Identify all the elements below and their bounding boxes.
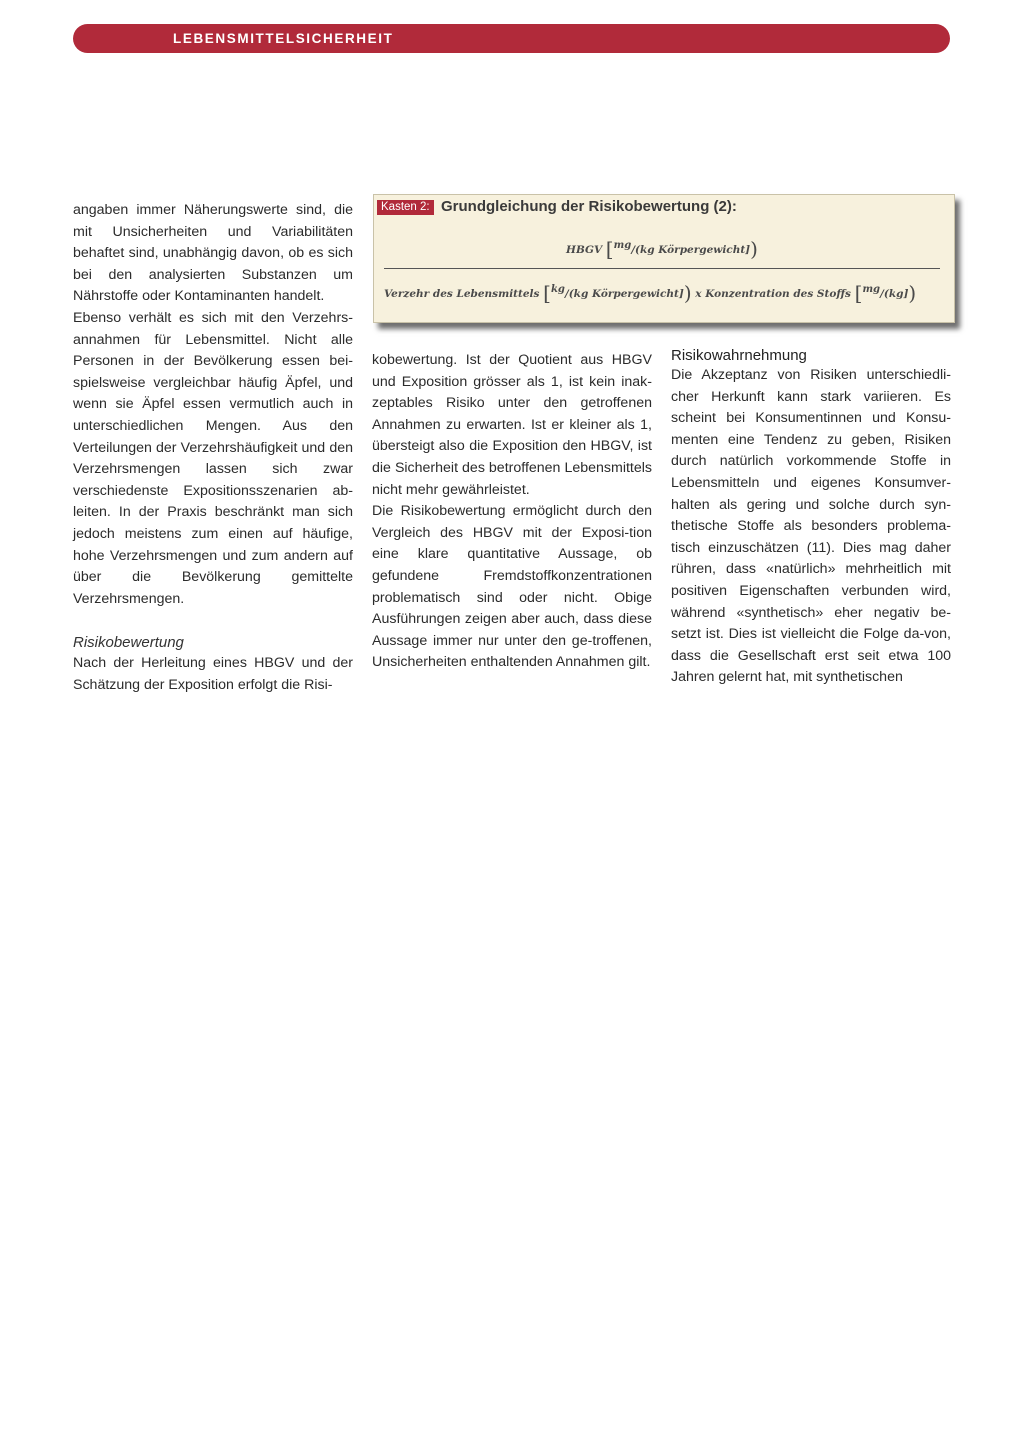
fraction-line xyxy=(384,268,940,269)
formula-verzehr: Verzehr des Lebensmittels xyxy=(384,288,540,300)
unit-kg: kg xyxy=(550,284,565,295)
text-column-1 xyxy=(73,200,353,697)
section-header-bar xyxy=(73,24,950,53)
subheading-risikobewertung: Risikobewertung xyxy=(73,633,184,651)
text-column-2 xyxy=(372,350,652,674)
formula-konzentration: x Konzentration des Stoffs xyxy=(695,288,851,300)
risk-formula xyxy=(384,221,940,317)
paragraph: Die Risikobewertung ermöglicht durch den Vergleich des HBGV mit der Exposi-tion eine klare quantitative Aussage, ob gefundene Fremdstoffkonzentrationen problematisch sind oder nicht. Obige Ausführungen zeigen aber auch, dass diese Aussage immer nur unter den ge-troffenen, Unsicherheiten enthaltenden Annahmen gilt. xyxy=(372,503,652,671)
paragraph: kobewertung. Ist der Quotient aus HBGV und Exposition grösser als 1, ist kein inak-zeptables Risiko unter den getroffenen Annahmen zu erwarten. Ist er kleiner als 1, übersteigt also die Exposition den HBGV, ist die Sicherheit des betroffenen Lebensmittels nicht mehr gewährleistet. xyxy=(372,352,652,498)
paragraph: Ebenso verhält es sich mit den Verzehrs-annahmen für Lebensmittel. Nicht alle Personen in der Bevölkerung essen bei-spielsweise vergleichbar häufig Äpfel, und wenn sie Äpfel essen vermutlich auch in unterschiedlichen Mengen. Aus den Verteilungen der Verzehrshäufigkeit und den Verzehrsmengen lassen sich zwar verschiedenste Expositionsszenarien ab-leiten. In der Praxis beschränkt man sich jedoch meistens zum einen auf häufige, hohe Verzehrsmengen und zum andern auf über die Bevölkerung gemittelte Verzehrsmengen. xyxy=(73,309,353,607)
section-title: LEBENSMITTELSICHERHEIT xyxy=(173,31,394,46)
unit-kg-bw: (kg Körpergewicht] xyxy=(568,288,684,300)
paragraph: angaben immer Näherungswerte sind, die mit Unsicherheiten und Variabilitäten behaftet sind, unabhängig davon, ob es sich bei den analysierten Substanzen um Nährstoffe oder Kontaminanten handelt. xyxy=(73,202,353,305)
unit-mg: mg xyxy=(862,284,881,295)
paragraph: Nach der Herleitung eines HBGV und der Schätzung der Exposition erfolgt die Risi- xyxy=(73,655,353,694)
box-title: Grundgleichung der Risikobewertung (2): xyxy=(441,198,737,215)
formula-hbgv: HBGV xyxy=(566,244,603,256)
info-box xyxy=(373,194,955,323)
text-column-3 xyxy=(671,346,951,689)
formula-numerator: HBGV [mg/(kg Körpergewicht]) xyxy=(566,237,758,261)
unit-kg-bw: (kg Körpergewicht] xyxy=(635,244,751,256)
formula-denominator: Verzehr des Lebensmittels [kg/(kg Körpergewicht]) x Konzentration des Stoffs [mg/(kg]) xyxy=(384,281,917,305)
subheading-risikowahrnehmung: Risikowahrnehmung xyxy=(671,347,807,364)
paragraph: Die Akzeptanz von Risiken unterschiedli-cher Herkunft kann stark variieren. Es scheint bei Konsumentinnen und Konsu-menten eine Tendenz zu geben, Risiken durch natürlich vorkommende Stoffe in Lebensmitteln und eigenes Konsumver-halten als gering und solche durch syn-thetische Stoffe als besonders problema-tisch einzuschätzen (11). Dies mag daher rühren, dass «natürlich» mehrheitlich mit positiven Eigenschaften verbunden wird, während «synthetisch» eher negativ be-setzt ist. Dies ist vielleicht die Folge da-von, dass die Gesellschaft erst seit etwa 100 Jahren gelernt hat, mit synthetischen xyxy=(671,367,951,686)
box-label: Kasten 2: xyxy=(377,200,434,215)
unit-mg: mg xyxy=(613,240,632,251)
unit-kg: (kg] xyxy=(883,288,909,300)
